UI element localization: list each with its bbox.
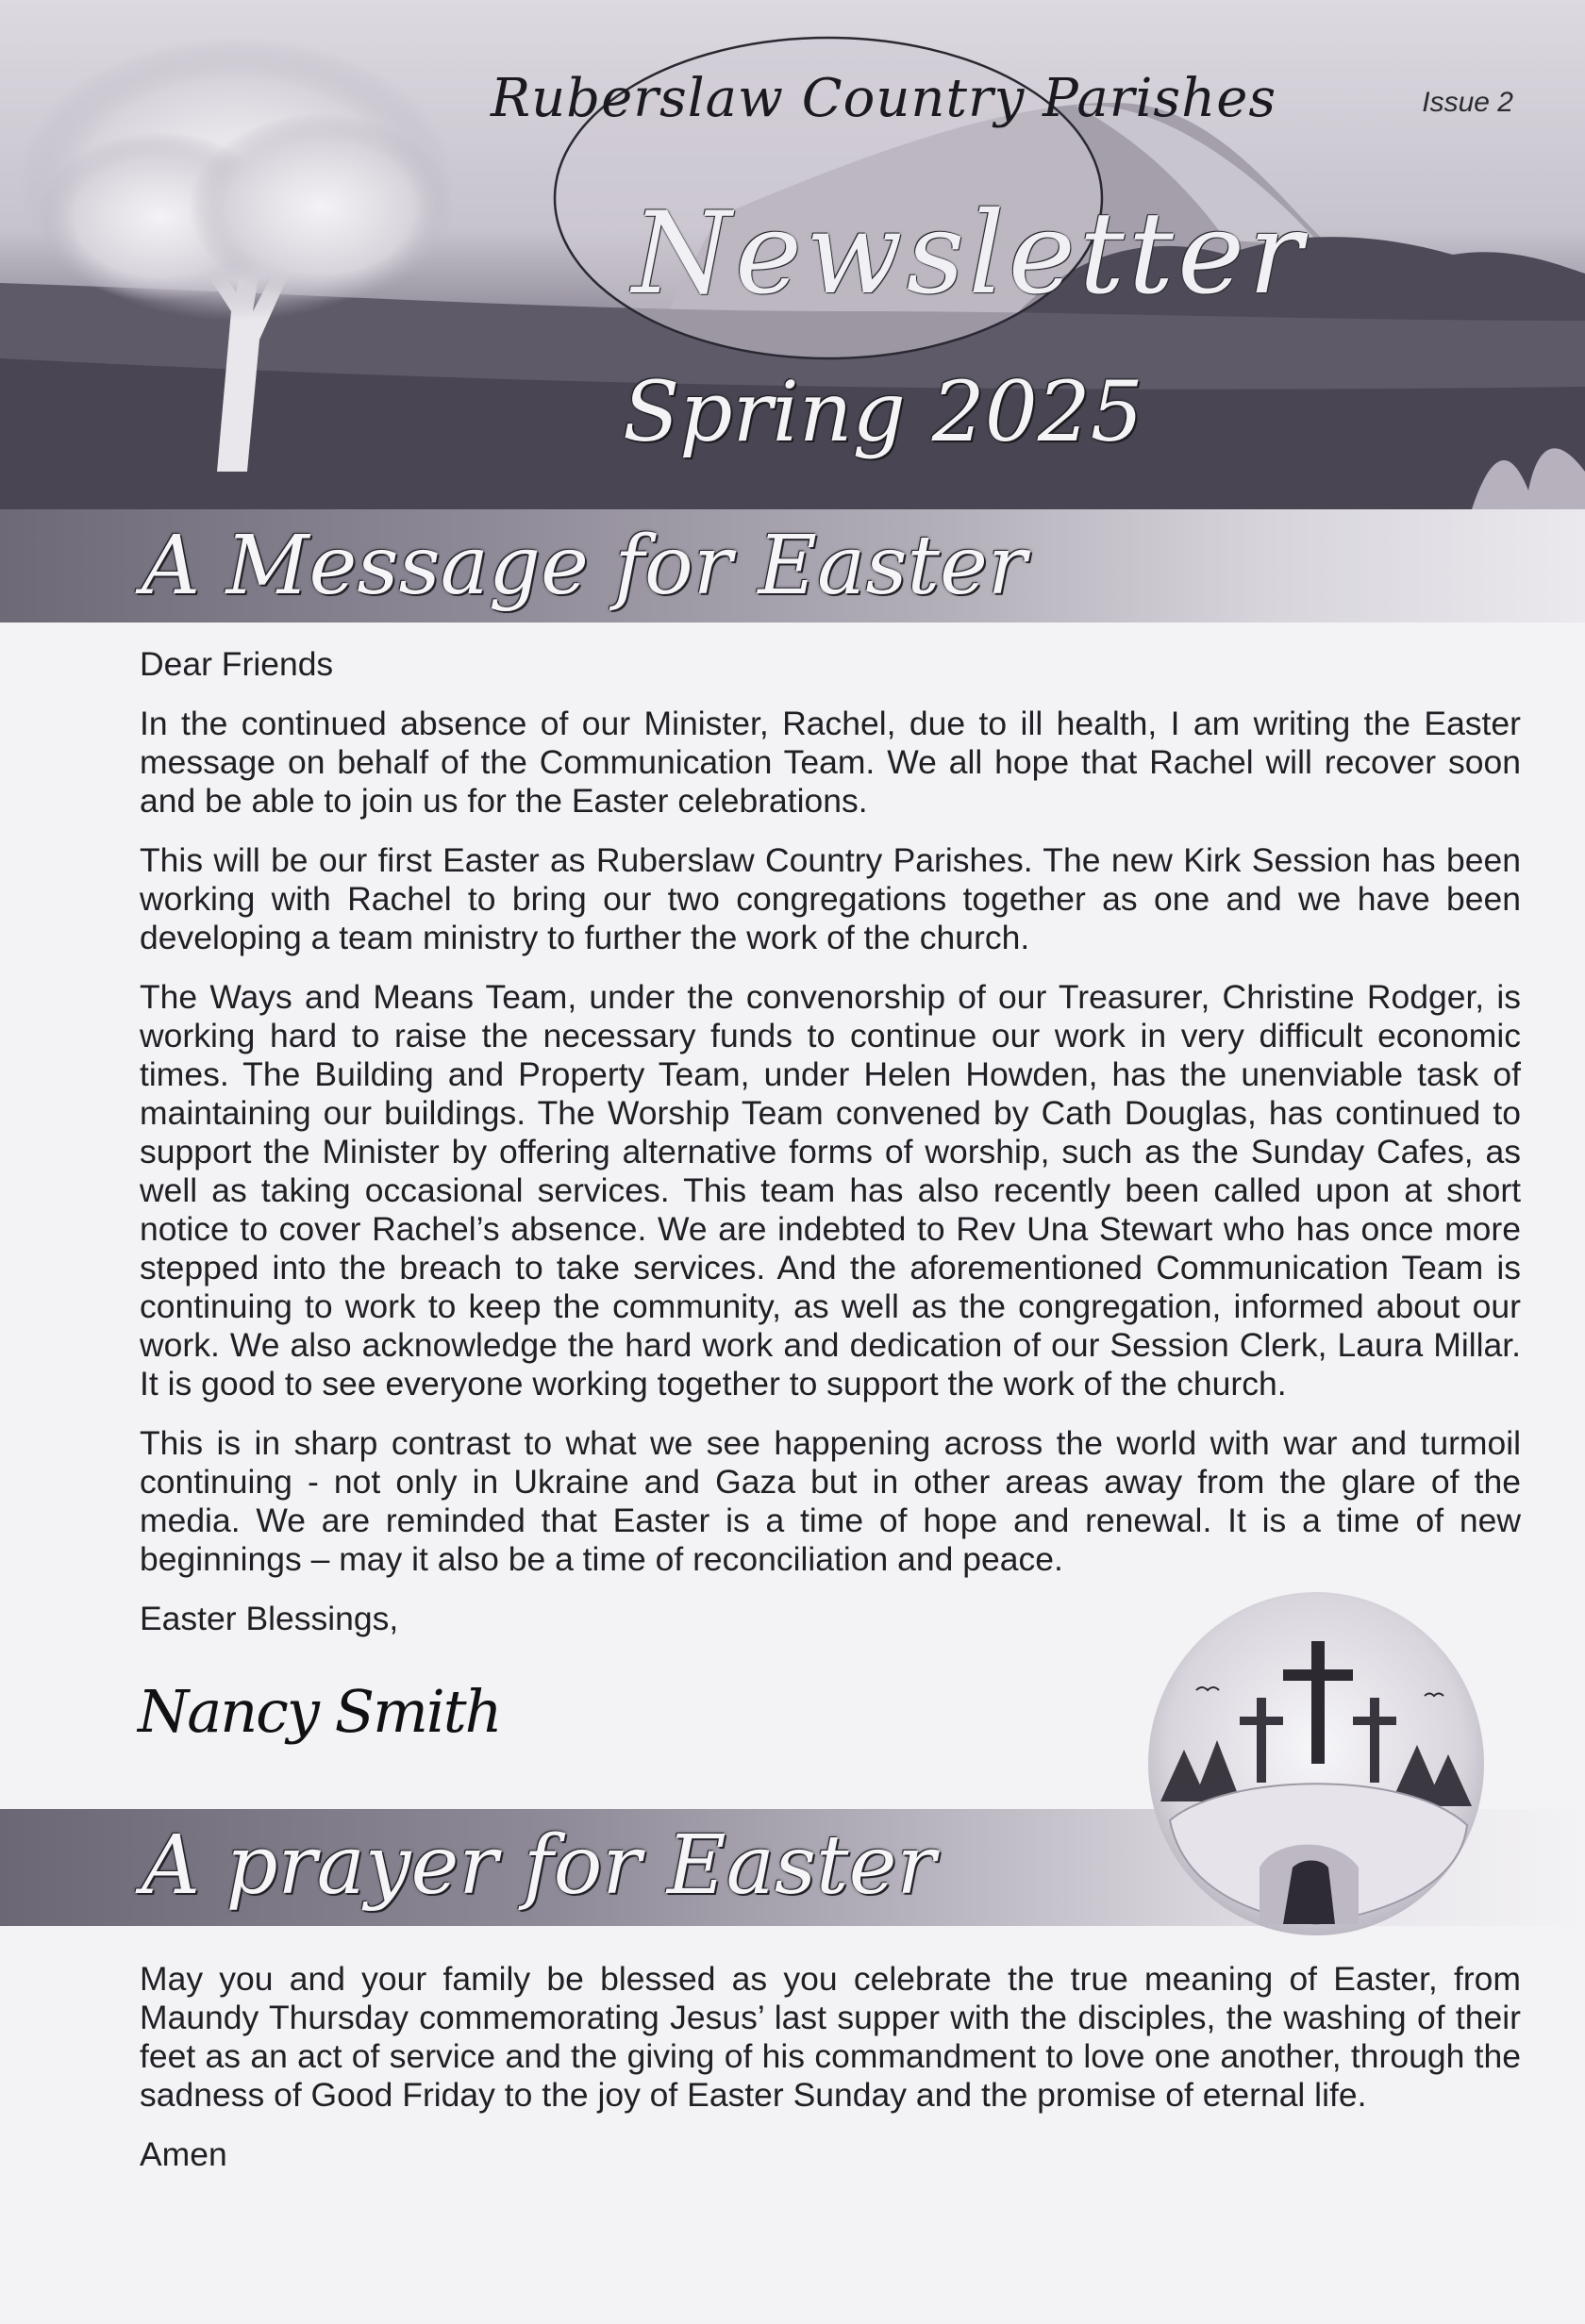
three-crosses-icon (1142, 1585, 1491, 1943)
masthead (0, 0, 1585, 509)
salutation: Dear Friends (140, 645, 334, 683)
amen: Amen (140, 2135, 227, 2173)
issue-number: Issue 2 (1422, 87, 1513, 118)
message-paragraph: The Ways and Means Team, under the convenorship of our Treasurer, Christine Rodger, is working hard to raise the necessary funds to continue our work in very difficult economic times. The Building and Property Team, under Helen Howden, has the unenviable task of maintaining our buildings. The Worship Team convened by Cath Douglas, has continued to support the Minister by offering alternative forms of worship, such as the Sunday Cafes, as well as taking occasional services. This team has also recently been called upon at short notice to cover Rachel’s absence. We are indebted to Rev Una Stewart who has once more stepped into the breach to take services. And the aforementioned Communication Team is continuing to work to keep the community, as well as the congregation, informed about our work. We also acknowledge the hard work and dedication of our Session Clerk, Laura Millar. It is good to see everyone working together to support the work of the church. (140, 978, 1521, 1403)
signature: Nancy Smith (138, 1677, 501, 1746)
prayer (140, 1960, 1521, 2195)
season-label: Spring 2025 (623, 363, 1143, 460)
prayer-heading: A prayer for Easter (142, 1818, 936, 1913)
message-paragraph: This will be our first Easter as Ruberslaw Country Parishes. The new Kirk Session has been working with Rachel to bring our two congregations together as one and we have been developing a team ministry to further the work of the church. (140, 841, 1521, 956)
organisation-title: Ruberslaw Country Parishes (491, 68, 1277, 129)
publication-title: Newsletter (632, 189, 1307, 320)
closing: Easter Blessings, (140, 1600, 399, 1637)
message-paragraph: In the continued absence of our Minister, Rachel, due to ill health, I am writing the Easter message on behalf of the Communication Team. We all hope that Rachel will recover soon and be able to join us for the Easter celebrations. (140, 705, 1521, 820)
prayer-text: May you and your family be blessed as you celebrate the true meaning of Easter, from Maundy Thursday commemorating Jesus’ last supper with the disciples, the washing of their feet as an act of service and the giving of his commandment to love one another, through the sadness of Good Friday to the joy of Easter Sunday and the promise of eternal life. (140, 1960, 1521, 2114)
message-heading-banner (0, 509, 1585, 622)
message-paragraph: This is in sharp contrast to what we see happening across the world with war and turmoil continuing - not only in Ukraine and Gaza but in other areas away from the glare of the media. We are reminded that Easter is a time of hope and renewal. It is a time of new beginnings – may it also be a time of reconciliation and peace. (140, 1424, 1521, 1578)
easter-message (140, 645, 1521, 1659)
message-heading: A Message for Easter (142, 519, 1027, 613)
